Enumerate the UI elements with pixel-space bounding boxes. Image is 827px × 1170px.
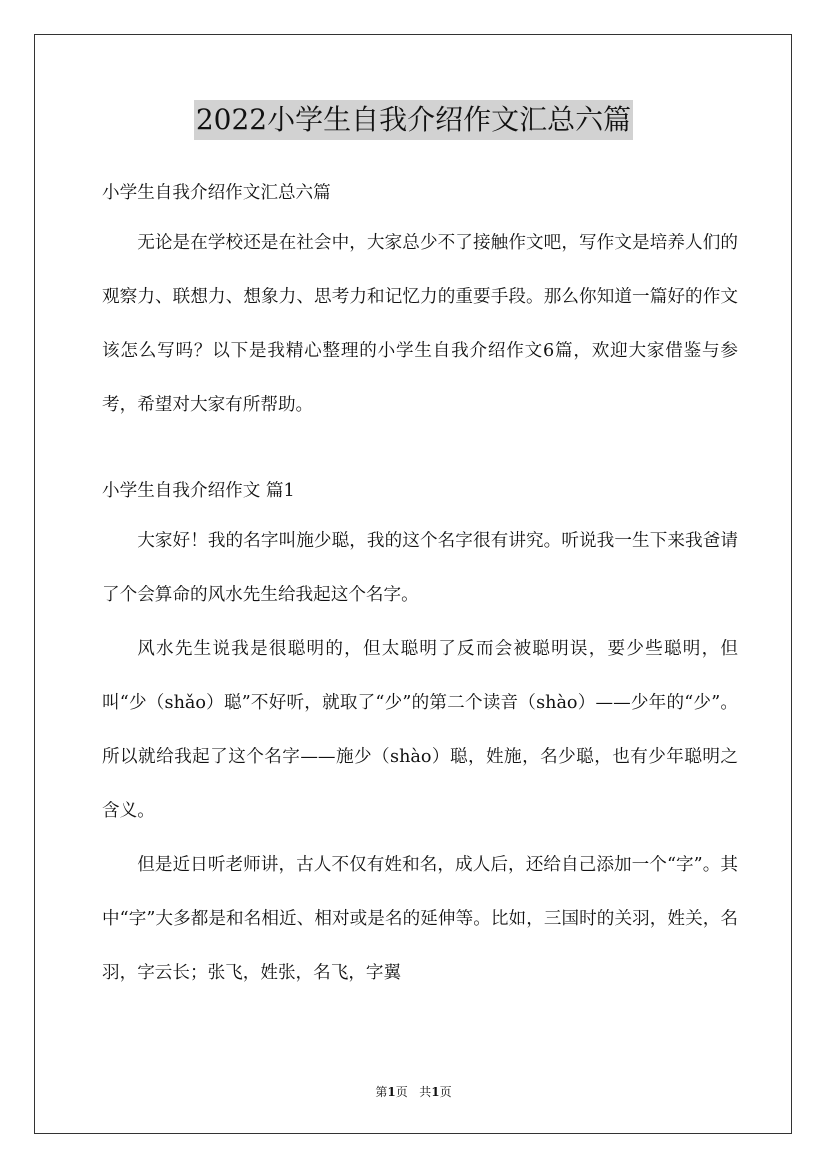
footer-total-pages: 1 [431,1085,440,1099]
footer-page-mid: 页 [395,1085,408,1099]
document-body [102,170,738,1000]
document-title: 2022小学生自我介绍作文汇总六篇 [194,100,633,140]
subtitle-heading: 小学生自我介绍作文汇总六篇 [102,183,331,203]
body-paragraph: 风水先生说我是很聪明的，但太聪明了反而会被聪明误，要少些聪明，但叫“少（shǎo）聪”不好听，就取了“少”的第二个读音（shào）——少年的“少”。所以就给我起了这个名字——施少（shào）聪，姓施，名少聪，也有少年聪明之含义。 [102,639,738,821]
footer-total-prefix: 共 [419,1085,432,1099]
body-paragraph: 但是近日听老师讲，古人不仅有姓和名，成人后，还给自己添加一个“字”。其中“字”大多都是和名相近、相对或是名的延伸等。比如，三国时的关羽，姓关，名羽，字云长；张飞，姓张，名飞，字翼 [102,855,738,983]
title-container [0,100,827,140]
section-heading: 小学生自我介绍作文 篇1 [102,481,295,501]
intro-paragraph: 无论是在学校还是在社会中，大家总少不了接触作文吧，写作文是培养人们的观察力、联想力、想象力、思考力和记忆力的重要手段。那么你知道一篇好的作文该怎么写吗？以下是我精心整理的小学生自我介绍作文6篇，欢迎大家借鉴与参考，希望对大家有所帮助。 [102,233,738,415]
footer-page-number: 1 [387,1085,396,1099]
footer-page-prefix: 第 [375,1085,388,1099]
page-footer [0,1083,827,1100]
footer-total-suffix: 页 [439,1085,452,1099]
section-spacer [102,432,738,468]
body-paragraph: 大家好！我的名字叫施少聪，我的这个名字很有讲究。听说我一生下来我爸请了个会算命的风水先生给我起这个名字。 [102,531,738,605]
